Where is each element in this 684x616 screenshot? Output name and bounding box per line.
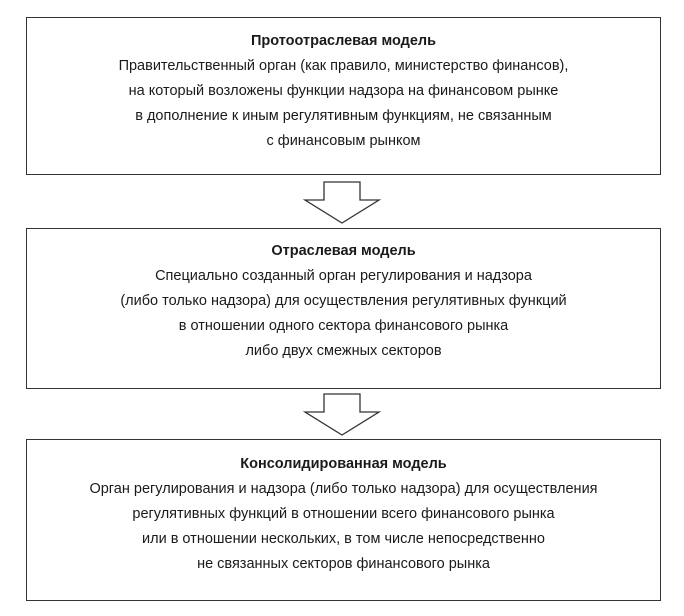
box-sectoral-model: [26, 228, 661, 389]
box-text-line: Специально созданный орган регулирования и надзора: [155, 268, 532, 284]
box-consolidated-model: [26, 439, 661, 601]
box-text-line: не связанных секторов финансового рынка: [197, 556, 490, 572]
box-title: Отраслевая модель: [271, 243, 416, 259]
box-text-line: либо двух смежных секторов: [245, 343, 442, 359]
box-protosectoral-model: [26, 17, 661, 175]
box-text-line: Орган регулирования и надзора (либо только надзора) для осуществления: [89, 481, 598, 497]
box-text-line: Правительственный орган (как правило, министерство финансов),: [118, 58, 569, 74]
hollow-down-arrow-icon: [302, 393, 382, 437]
box-text-line: (либо только надзора) для осуществления регулятивных функций: [120, 293, 567, 309]
box-text-line: или в отношении нескольких, в том числе непосредственно: [142, 531, 545, 547]
hollow-down-arrow-icon: [302, 181, 382, 225]
box-text-line: в дополнение к иным регулятивным функциям, не связанным: [135, 108, 552, 124]
box-text-line: регулятивных функций в отношении всего финансового рынка: [132, 506, 555, 522]
box-text-line: в отношении одного сектора финансового рынка: [178, 318, 509, 334]
box-text-line: с финансовым рынком: [266, 133, 421, 149]
box-title: Протоотраслевая модель: [250, 33, 437, 49]
box-text-line: на который возложены функции надзора на финансовом рынке: [128, 83, 559, 99]
box-title: Консолидированная модель: [240, 456, 447, 472]
